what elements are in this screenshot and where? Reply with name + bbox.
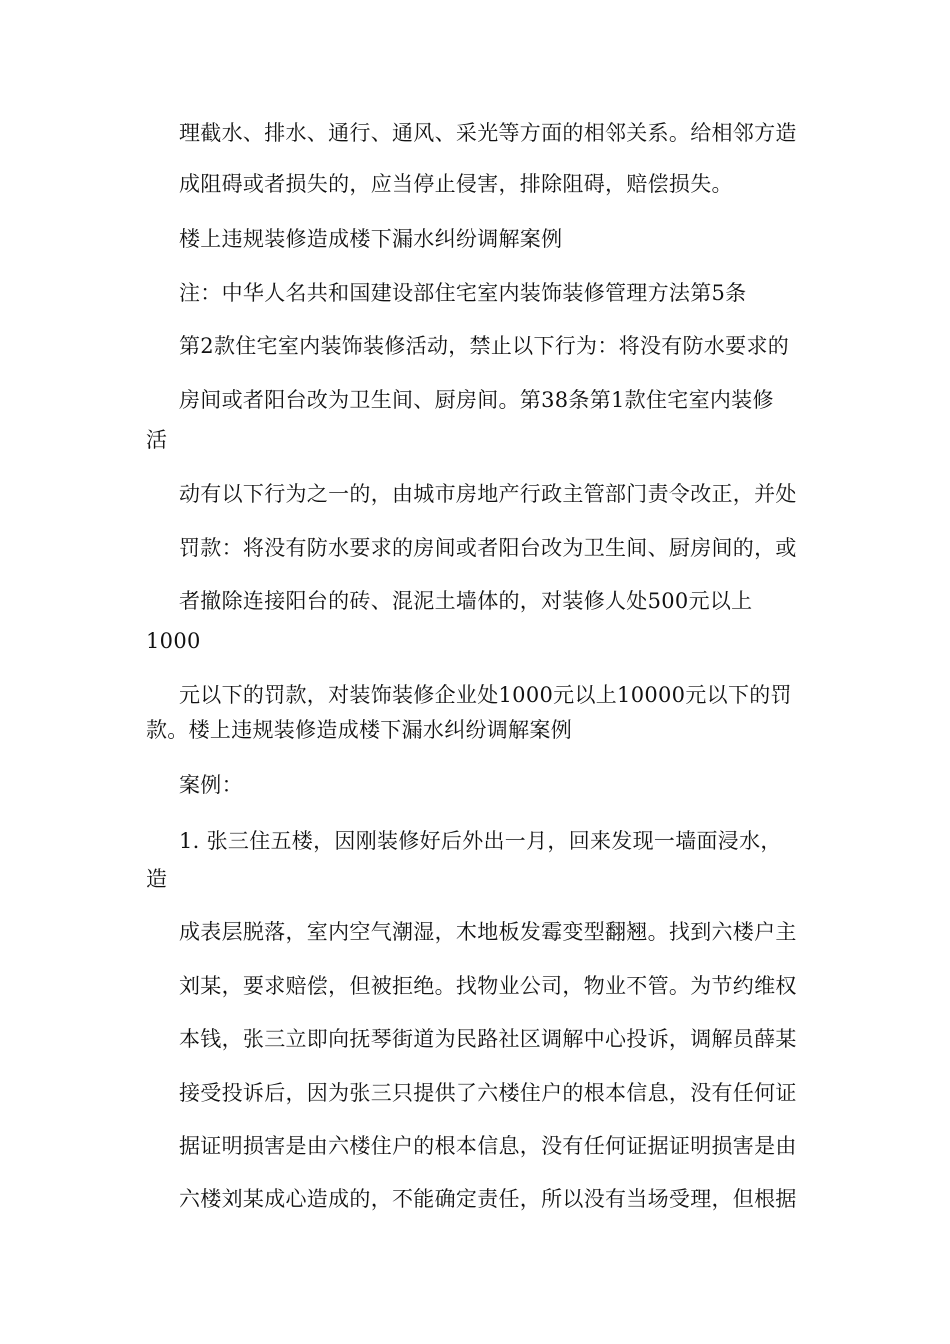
text-line: 本钱，张三立即向抚琴街道为民路社区调解中心投诉，调解员薛某 [179, 1027, 797, 1051]
text-line: 活 [146, 428, 168, 452]
section-heading: 楼上违规装修造成楼下漏水纠纷调解案例 [179, 227, 563, 251]
text-line: 元以下的罚款，对装饰装修企业处1000元以上10000元以下的罚 [179, 683, 792, 707]
text-line: 据证明损害是由六楼住户的根本信息，没有任何证据证明损害是由 [179, 1134, 797, 1158]
text-line: 注：中华人名共和国建设部住宅室内装饰装修管理方法第5条 [179, 281, 747, 305]
text-line: 者撤除连接阳台的砖、混泥土墙体的，对装修人处500元以上 [179, 589, 753, 613]
text-line: 罚款：将没有防水要求的房间或者阳台改为卫生间、厨房间的，或 [179, 536, 797, 560]
text-line: 款。楼上违规装修造成楼下漏水纠纷调解案例 [146, 718, 572, 742]
text-line: 第2款住宅室内装饰装修活动，禁止以下行为：将没有防水要求的 [179, 334, 790, 358]
list-item: 1. 张三住五楼，因刚装修好后外出一月，回来发现一墙面浸水， [179, 829, 782, 853]
text-line: 成表层脱落，室内空气潮湿，木地板发霉变型翻翘。找到六楼户主 [179, 920, 797, 944]
text-line: 六楼刘某成心造成的，不能确定责任，所以没有当场受理，但根据 [179, 1187, 797, 1211]
text-line: 造 [146, 867, 168, 891]
text-line: 房间或者阳台改为卫生间、厨房间。第38条第1款住宅室内装修 [179, 388, 774, 412]
text-line: 理截水、排水、通行、通风、采光等方面的相邻关系。给相邻方造 [179, 121, 797, 145]
text-line: 成阻碍或者损失的，应当停止侵害，排除阻碍，赔偿损失。 [179, 172, 733, 196]
text-line: 案例： [179, 773, 243, 797]
text-line: 1000 [146, 629, 201, 653]
text-line: 刘某，要求赔偿，但被拒绝。找物业公司，物业不管。为节约维权 [179, 974, 797, 998]
text-line: 动有以下行为之一的，由城市房地产行政主管部门责令改正，并处 [179, 482, 797, 506]
text-line: 接受投诉后，因为张三只提供了六楼住户的根本信息，没有任何证 [179, 1081, 797, 1105]
